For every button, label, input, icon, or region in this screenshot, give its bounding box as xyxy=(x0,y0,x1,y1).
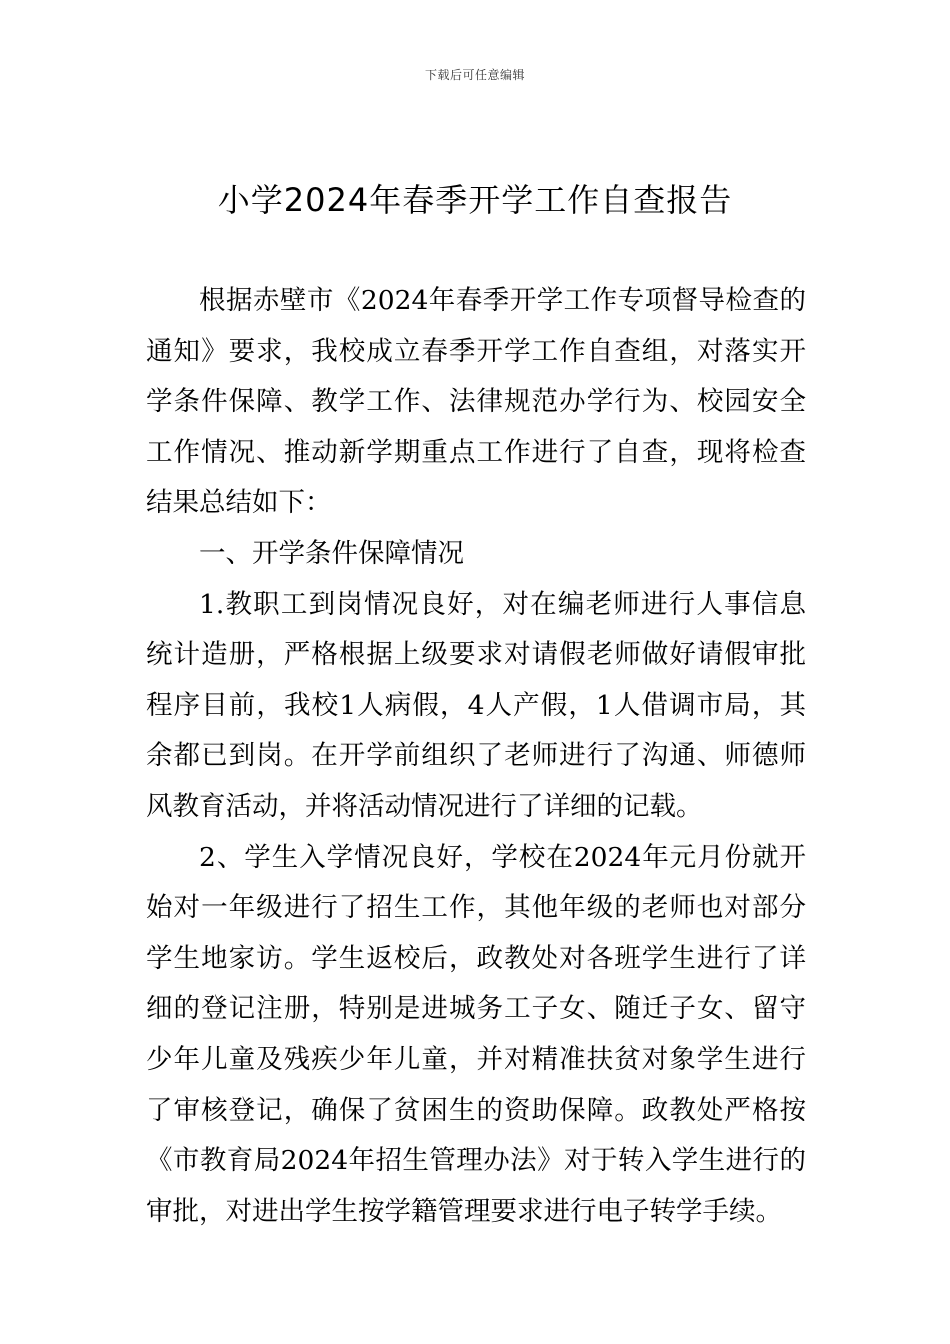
header-note: 下载后可任意编辑 xyxy=(424,68,525,82)
document-body xyxy=(146,276,806,1237)
paragraph-staff: 1.教职工到岗情况良好，对在编老师进行人事信息统计造册，严格根据上级要求对请假老师做好请假审批程序目前，我校1人病假，4人产假，1人借调市局，其余都已到岗。在开学前组织了老师进行了沟通、师德师风教育活动，并将活动情况进行了详细的记载。 xyxy=(146,588,806,822)
document-title: 小学2024年春季开学工作自查报告 xyxy=(217,181,733,219)
paragraph-students: 2、学生入学情况良好，学校在2024年元月份就开始对一年级进行了招生工作，其他年级的老师也对部分学生地家访。学生返校后，政教处对各班学生进行了详细的登记注册，特别是进城务工子女、随迁子女、留守少年儿童及残疾少年儿童，并对精准扶贫对象学生进行了审核登记，确保了贫困生的资助保障。政教处严格按《市教育局2024年招生管理办法》对于转入学生进行的审批，对进出学生按学籍管理要求进行电子转学手续。 xyxy=(146,841,806,1227)
section-heading: 一、开学条件保障情况 xyxy=(199,537,464,569)
paragraph-intro: 根据赤壁市《2024年春季开学工作专项督导检查的通知》要求，我校成立春季开学工作自查组，对落实开学条件保障、教学工作、法律规范办学行为、校园安全工作情况、推动新学期重点工作进行了自查，现将检查结果总结如下： xyxy=(146,285,806,519)
